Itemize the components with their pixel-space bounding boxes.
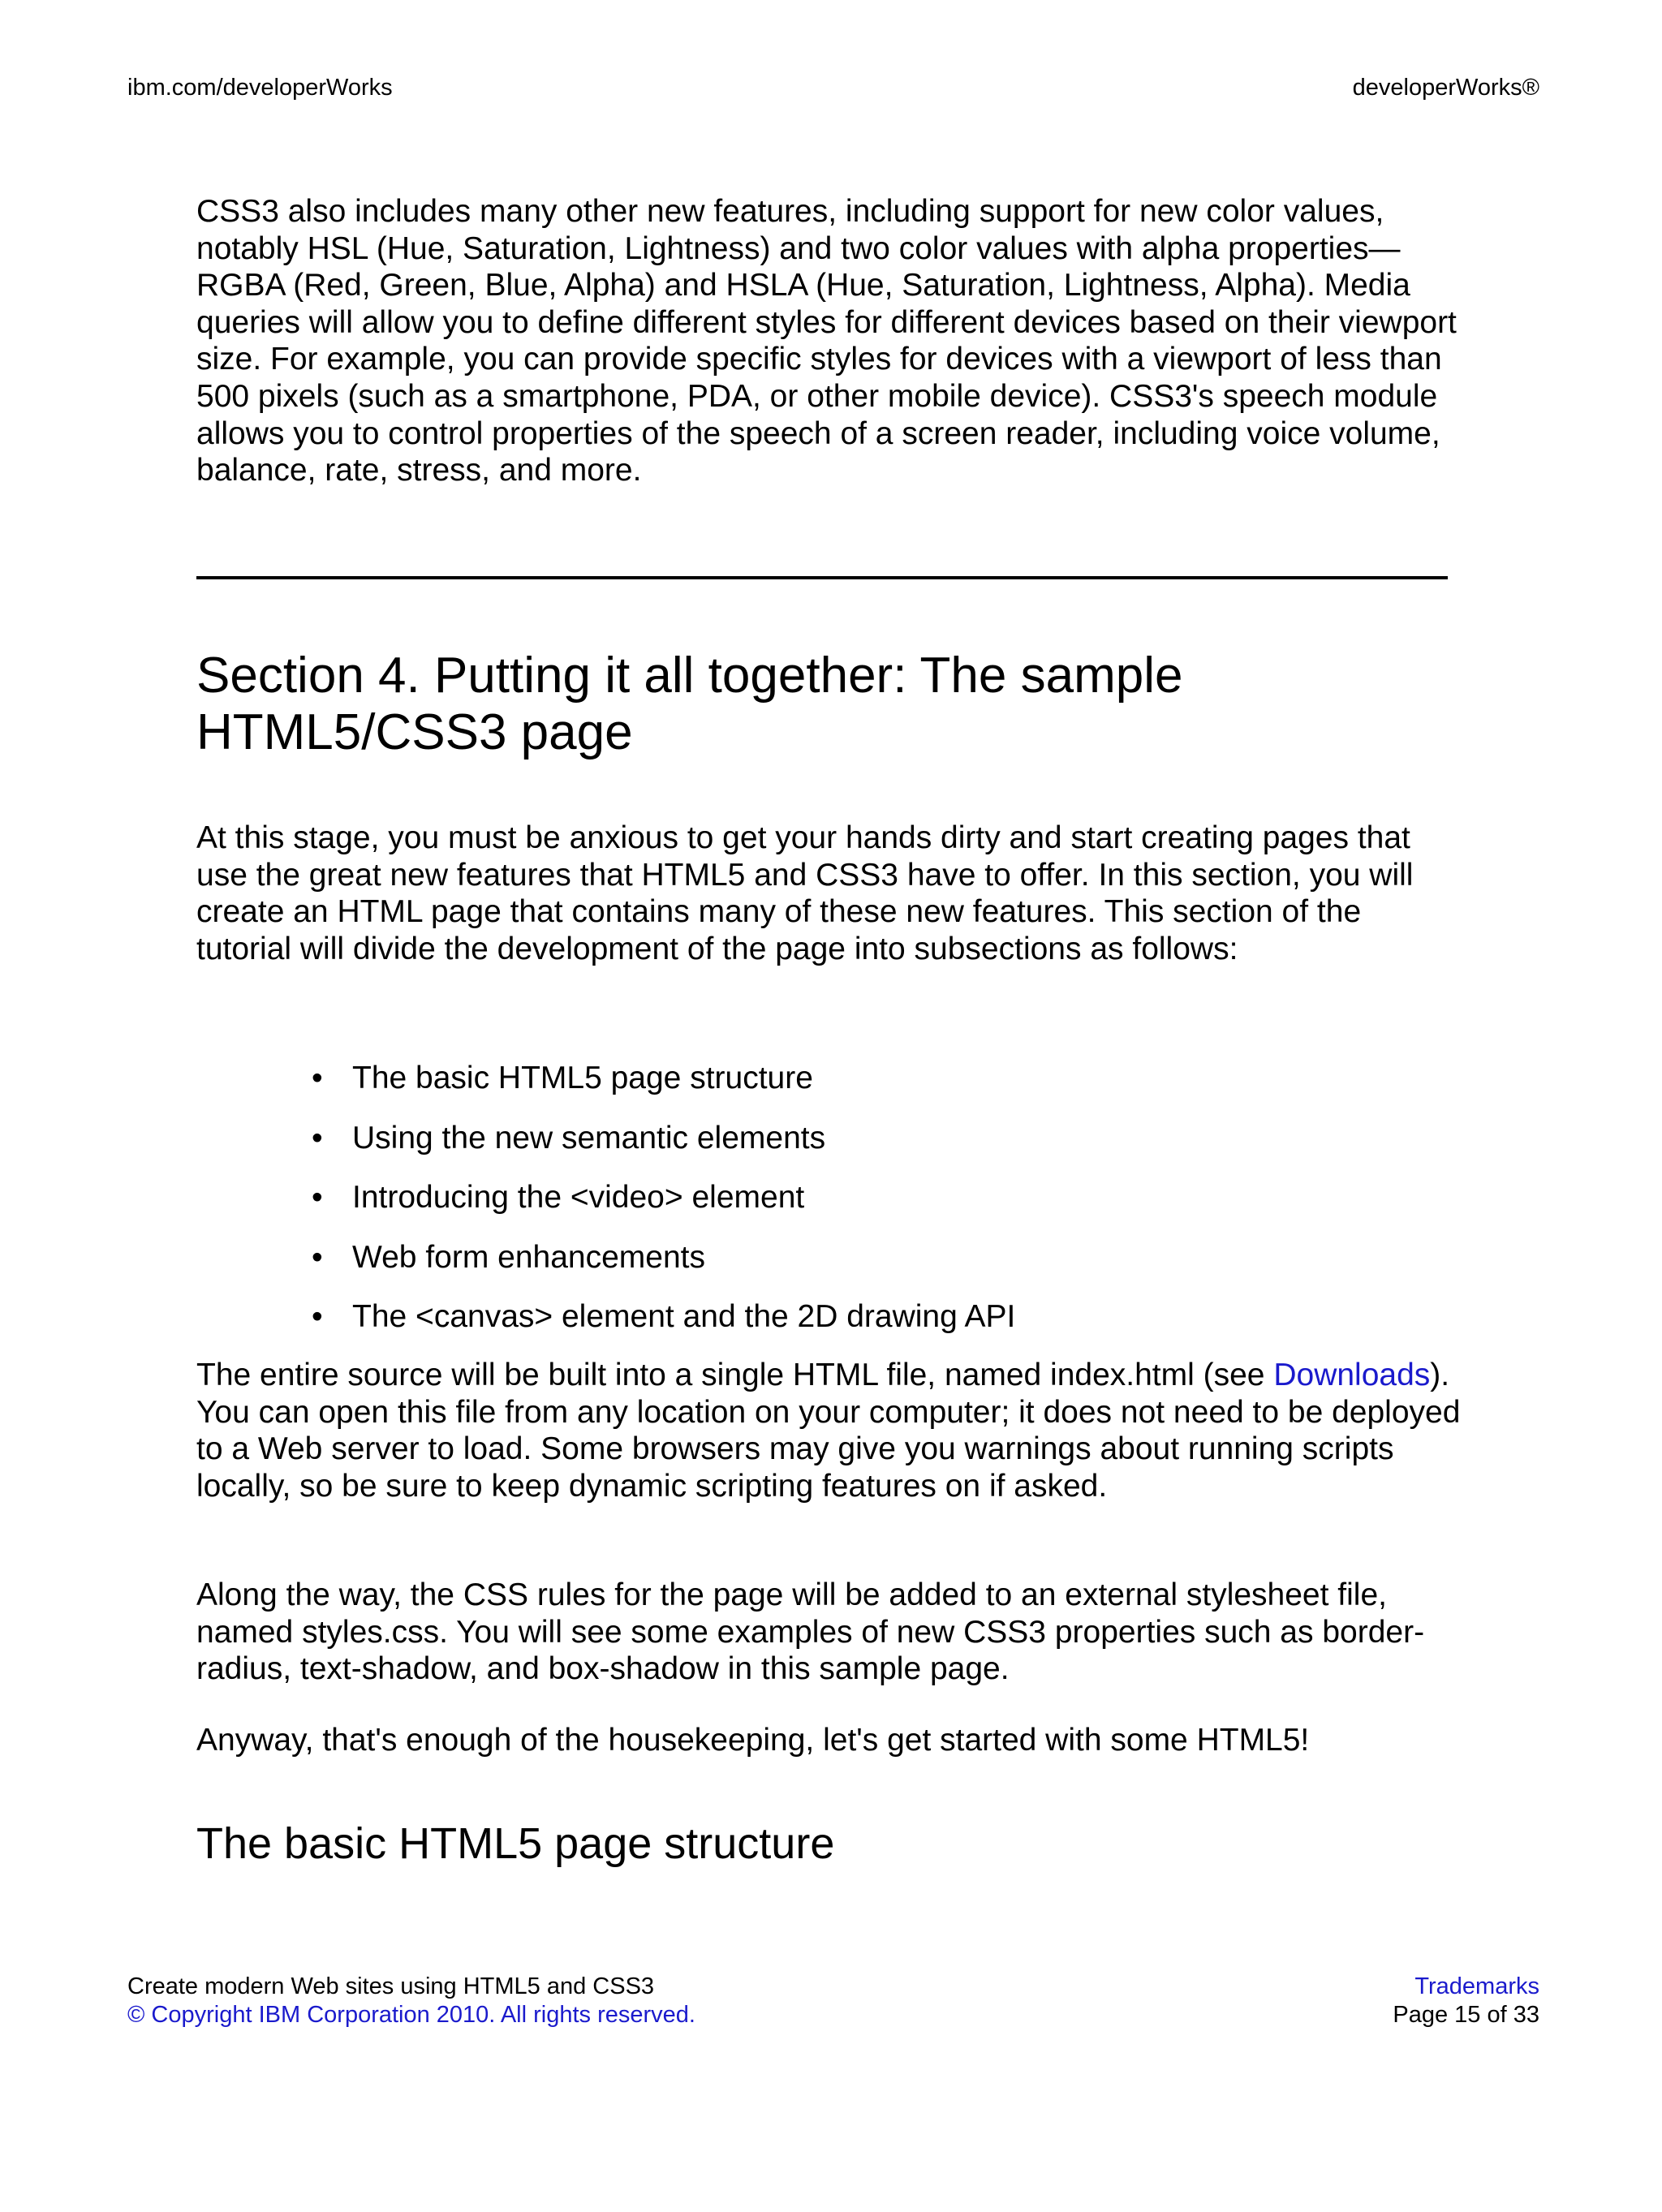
section-title: Section 4. Putting it all together: The sample HTML5/CSS3 page (196, 648, 1183, 760)
header-site-url: ibm.com/developerWorks (127, 75, 393, 101)
bullet-icon: • (312, 1239, 323, 1275)
list-item (312, 1298, 1015, 1358)
intro-paragraph: CSS3 also includes many other new features, including support for new color values, notably HSL (Hue, Saturation, Lightness) and two color values with alpha properties—RGBA (Red, Green, Blue, Alpha) and HSLA (Hue, Saturation, Lightness, Alpha). Media queries will allow you to define different styles for different devices based on their viewport size. For example, you can provide specific styles for devices with a viewport of less than 500 pixels (such as a smartphone, PDA, or other mobile device). CSS3's speech module allows you to control properties of the speech of a screen reader, including voice volume, balance, rate, stress, and more. (196, 194, 1457, 488)
footer-left (127, 1973, 695, 2029)
downloads-link[interactable]: Downloads (1273, 1358, 1431, 1392)
header-brand: developerWorks® (1352, 75, 1539, 101)
list-item (312, 1060, 1015, 1120)
section-divider (196, 576, 1448, 579)
trademarks-link[interactable]: Trademarks (1414, 1973, 1539, 1999)
list-item (312, 1239, 1015, 1299)
source-text-before: The entire source will be built into a single HTML file, named index.html (see (196, 1358, 1274, 1392)
footer-document-title: Create modern Web sites using HTML5 and CSS3 (127, 1973, 655, 1999)
subsection-list (312, 1060, 1015, 1358)
list-item-text: Introducing the <video> element (352, 1180, 805, 1216)
footer-right (1393, 1973, 1539, 2029)
stylesheet-paragraph: Along the way, the CSS rules for the page will be added to an external stylesheet file, named styles.css. You will see some examples of new CSS3 properties such as border-radius, text-shadow, and box-shadow in this sample page. (196, 1577, 1425, 1687)
copyright-link[interactable]: © Copyright IBM Corporation 2010. All rights reserved. (127, 2002, 695, 2028)
bullet-icon: • (312, 1299, 323, 1335)
list-item (312, 1179, 1015, 1239)
list-item-text: Using the new semantic elements (352, 1120, 826, 1155)
list-item-text: The basic HTML5 page structure (352, 1061, 813, 1095)
source-paragraph (196, 1357, 1462, 1504)
bullet-icon: • (312, 1120, 323, 1155)
list-item-text: Web form enhancements (352, 1239, 705, 1275)
list-item-text: The <canvas> element and the 2D drawing API (352, 1299, 1016, 1335)
page-number: Page 15 of 33 (1393, 2002, 1539, 2028)
closing-paragraph: Anyway, that's enough of the housekeeping, let's get started with some HTML5! (196, 1723, 1310, 1758)
bullet-icon: • (312, 1061, 323, 1095)
subsection-title: The basic HTML5 page structure (196, 1819, 835, 1868)
list-item (312, 1120, 1015, 1180)
source-text-after: ). You can open this file from any location on your computer; it does not need to be deployed to a Web server to load. Some browsers may give you warnings about running scripts locally, so be sure to keep dynamic scripting features on if asked. (196, 1358, 1461, 1504)
section-intro-paragraph: At this stage, you must be anxious to get your hands dirty and start creating pages that use the great new features that HTML5 and CSS3 have to offer. In this section, you will create an HTML page that contains many of these new features. This section of the tutorial will divide the development of the page into subsections as follows: (196, 820, 1414, 966)
bullet-icon: • (312, 1180, 323, 1216)
